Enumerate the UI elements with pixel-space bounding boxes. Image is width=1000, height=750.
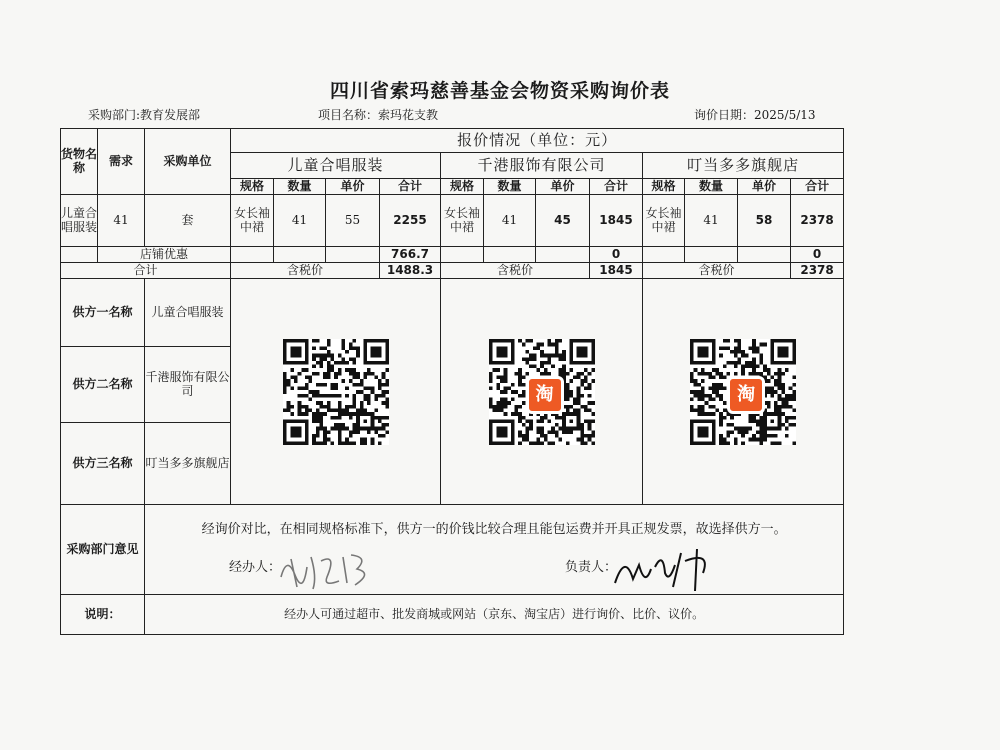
col-price-1: 单价 bbox=[326, 179, 380, 195]
col-spec-2: 规格 bbox=[441, 179, 484, 195]
s2-tax-total: 1845 bbox=[590, 263, 643, 279]
opinion-cell bbox=[145, 505, 844, 595]
col-price-2: 单价 bbox=[536, 179, 590, 195]
qr-cell-3 bbox=[643, 279, 844, 505]
s3-tax-total: 2378 bbox=[791, 263, 844, 279]
header-item-name: 货物名称 bbox=[61, 129, 98, 195]
col-total-1: 合计 bbox=[380, 179, 441, 195]
s1-spec: 女长袖中裙 bbox=[231, 195, 274, 247]
supplier-3-label: 供方三名称 bbox=[61, 423, 145, 505]
qr-code-2 bbox=[489, 336, 595, 448]
col-qty-2: 数量 bbox=[484, 179, 536, 195]
s2-tax-label: 含税价 bbox=[441, 263, 590, 279]
s1-qty: 41 bbox=[274, 195, 326, 247]
taobao-icon: 淘 bbox=[727, 376, 765, 414]
s1-tax-label: 含税价 bbox=[231, 263, 380, 279]
item-demand: 41 bbox=[98, 195, 145, 247]
header-quote-title: 报价情况（单位：元） bbox=[231, 129, 844, 153]
col-spec-1: 规格 bbox=[231, 179, 274, 195]
supplier-3-name: 叮当多多旗舰店 bbox=[145, 423, 231, 505]
col-total-3: 合计 bbox=[791, 179, 844, 195]
item-unit: 套 bbox=[145, 195, 231, 247]
discount-label: 店铺优惠 bbox=[98, 247, 231, 263]
s3-price: 58 bbox=[738, 195, 791, 247]
s1-tax-total: 1488.3 bbox=[380, 263, 441, 279]
s2-spec: 女长袖中裙 bbox=[441, 195, 484, 247]
project-name: 项目名称：索玛花支教 bbox=[318, 108, 439, 122]
qr-cell-2 bbox=[441, 279, 643, 505]
s1-discount: 766.7 bbox=[380, 247, 441, 263]
s2-price: 45 bbox=[536, 195, 590, 247]
item-name: 儿童合唱服装 bbox=[61, 195, 98, 247]
s2-total: 1845 bbox=[590, 195, 643, 247]
header-unit: 采购单位 bbox=[145, 129, 231, 195]
opinion-text: 经询价对比，在相同规格标准下，供方一的价钱比较合理且能包运费并开具正规发票，故选择供方一。 bbox=[201, 522, 787, 537]
handler-label: 经办人： bbox=[229, 560, 282, 575]
col-price-3: 单价 bbox=[738, 179, 791, 195]
header-demand: 需求 bbox=[98, 129, 145, 195]
s1-price: 55 bbox=[326, 195, 380, 247]
document-title: 四川省索玛慈善基金会物资采购询价表 bbox=[329, 80, 670, 102]
taobao-icon: 淘 bbox=[526, 376, 564, 414]
qr-code-3 bbox=[690, 336, 796, 448]
s3-discount: 0 bbox=[791, 247, 844, 263]
note-label: 说明： bbox=[61, 595, 145, 635]
qr-code-1 bbox=[283, 336, 389, 448]
supplier-2-header: 千港服饰有限公司 bbox=[441, 153, 643, 179]
s3-spec: 女长袖中裙 bbox=[643, 195, 685, 247]
col-qty-1: 数量 bbox=[274, 179, 326, 195]
supplier-1-name: 儿童合唱服装 bbox=[145, 279, 231, 347]
col-total-2: 合计 bbox=[590, 179, 643, 195]
inquiry-table bbox=[60, 128, 844, 635]
supplier-1-label: 供方一名称 bbox=[61, 279, 145, 347]
handler-signature bbox=[277, 547, 387, 592]
s3-tax-label: 含税价 bbox=[643, 263, 791, 279]
s1-total: 2255 bbox=[380, 195, 441, 247]
s2-qty: 41 bbox=[484, 195, 536, 247]
qr-cell-1 bbox=[231, 279, 441, 505]
manager-label: 负责人： bbox=[565, 560, 618, 575]
sum-label: 合计 bbox=[61, 263, 231, 279]
s2-discount: 0 bbox=[590, 247, 643, 263]
supplier-3-header: 叮当多多旗舰店 bbox=[643, 153, 844, 179]
s3-qty: 41 bbox=[685, 195, 738, 247]
col-spec-3: 规格 bbox=[643, 179, 685, 195]
opinion-label: 采购部门意见 bbox=[61, 505, 145, 595]
manager-signature bbox=[611, 543, 721, 593]
purchase-department: 采购部门:教育发展部 bbox=[88, 108, 201, 122]
supplier-1-header: 儿童合唱服装 bbox=[231, 153, 441, 179]
supplier-2-name: 千港服饰有限公司 bbox=[145, 347, 231, 423]
s3-total: 2378 bbox=[791, 195, 844, 247]
inquiry-date: 询价日期：2025/5/13 bbox=[694, 108, 816, 122]
note-text: 经办人可通过超市、批发商城或网站（京东、淘宝店）进行询价、比价、议价。 bbox=[145, 595, 844, 635]
col-qty-3: 数量 bbox=[685, 179, 738, 195]
supplier-2-label: 供方二名称 bbox=[61, 347, 145, 423]
